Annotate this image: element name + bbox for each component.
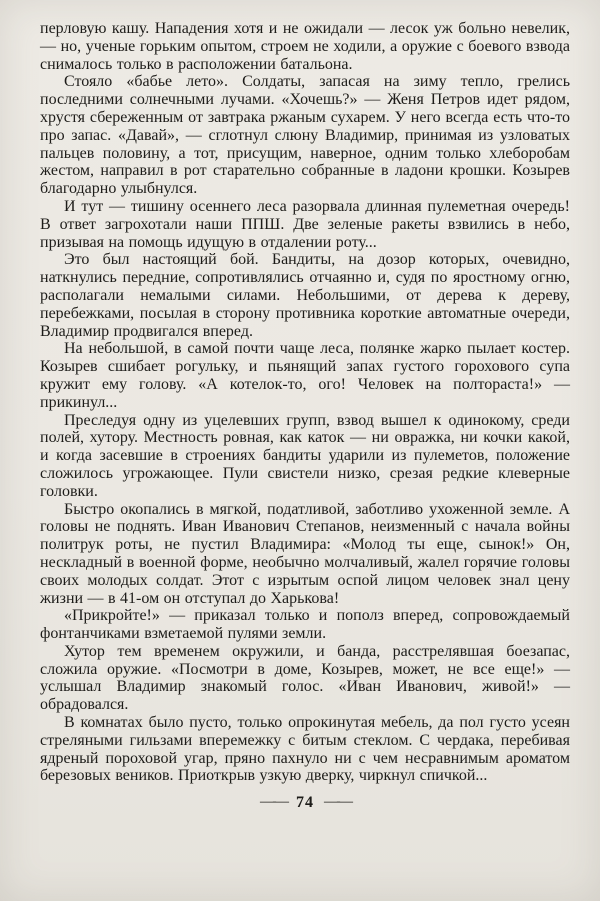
paragraph: перловую кашу. Нападения хотя и не ожидали — лесок уж больно невелик, — но, ученые горьким опытом, строем не ходили, а оружие с боевого взвода снималось только в расположении батальона. bbox=[40, 20, 570, 73]
page-text bbox=[40, 20, 570, 785]
paragraph: На небольшой, в самой почти чаще леса, полянке жарко пылает костер. Козырев сшибает рогульку, и пьянящий запах густого горохового супа кружит ему голову. «А котелок-то, ого! Человек на полтораста!» — прикинул... bbox=[40, 340, 570, 411]
paragraph: Стояло «бабье лето». Солдаты, запасая на зиму тепло, грелись последними солнечными лучами. «Хочешь?» — Женя Петров идет рядом, хрустя сбереженным от завтрака ржаным сухарем. У него всегда есть что-то про запас. «Давай», — сглотнул слюну Владимир, принимая из узловатых пальцев половину, а тот, присущим, наверное, одним только хлеборобам жестом, направил в рот старательно собранные в ладони крошки. Козырев благодарно улыбнулся. bbox=[40, 73, 570, 198]
paragraph: И тут — тишину осеннего леса разорвала длинная пулеметная очередь! В ответ загрохотали наши ППШ. Две зеленые ракеты взвились в небо, призывая на помощь идущую в отдалении роту... bbox=[40, 197, 570, 251]
page-number-dash-left: —— bbox=[260, 793, 286, 811]
page-number-dash-right: —— bbox=[324, 793, 350, 811]
paragraph: Быстро окопались в мягкой, податливой, заботливо ухоженной земле. А головы не поднять. Иван Иванович Степанов, неизменный с начала войны политрук роты, не пустил Владимира: «Молод ты еще, сынок!» Он, нескладный в военной форме, необычно молчаливый, жалел горячие головы своих молодых солдат. Этот с изрытым оспой лицом человек знал цену жизни — в 41-ом он отступал до Харькова! bbox=[40, 500, 570, 607]
paragraph: Хутор тем временем окружили, и банда, расстрелявшая боезапас, сложила оружие. «Посмотри в доме, Козырев, может, не все еще!» — услышал Владимир знакомый голос. «Иван Иванович, живой!» — обрадовался. bbox=[40, 642, 570, 714]
paragraph: Это был настоящий бой. Бандиты, на дозор которых, очевидно, наткнулись передние, сопротивлялись отчаянно и, судя по яростному огню, располагали немалыми силами. Небольшими, от дерева к дереву, перебежками, посылая в сторону противника короткие автоматные очереди, Владимир продвигался вперед. bbox=[40, 251, 570, 340]
page-number: 74 bbox=[296, 794, 314, 812]
page-footer bbox=[40, 794, 570, 812]
paragraph: Преследуя одну из уцелевших групп, взвод вышел к одинокому, среди полей, хутору. Местность ровная, как каток — ни овражка, ни кочки какой, и когда засевшие в строениях бандиты ударили из пулеметов, положение сложилось угрожающее. Пули свистели низко, срезая редкие клеверные головки. bbox=[40, 411, 570, 500]
paragraph: «Прикройте!» — приказал только и пополз вперед, сопровождаемый фонтанчиками взметаемой пулями земли. bbox=[40, 607, 570, 643]
paragraph: В комнатах было пусто, только опрокинутая мебель, да пол густо усеян стреляными гильзами вперемежку с битым стеклом. С чердака, перебивая ядреный пороховой угар, пряно пахнуло ни с чем несравнимым ароматом березовых веников. Приоткрыв узкую дверку, чиркнул спичкой... bbox=[40, 714, 570, 785]
